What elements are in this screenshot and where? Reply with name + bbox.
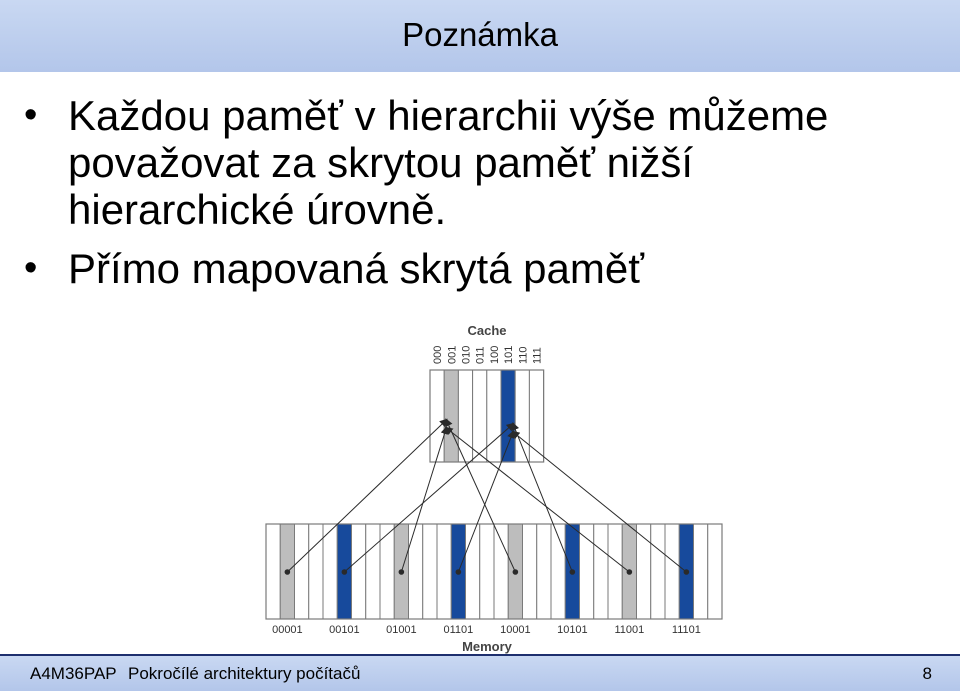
slide-title: Poznámka <box>402 16 558 53</box>
cache-index-label: 101 <box>503 345 516 364</box>
cache-index-label: 011 <box>474 346 487 364</box>
cache-block <box>430 370 444 462</box>
cache-block <box>458 370 472 462</box>
cache-index-label: 001 <box>446 345 459 364</box>
cache-index-label: 000 <box>432 345 445 364</box>
mapping-arrow-origin <box>456 569 462 575</box>
cache-index-label: 010 <box>460 345 473 364</box>
mapping-arrow-origin <box>513 569 519 575</box>
bullet-text: Přímo mapovaná skrytá paměť <box>68 245 644 292</box>
footer-course-code: A4M36PAP <box>30 664 117 683</box>
memory-block <box>637 524 651 619</box>
memory-block <box>266 524 280 619</box>
memory-block <box>523 524 537 619</box>
memory-block <box>323 524 337 619</box>
page-number: 8 <box>922 664 932 683</box>
memory-block <box>437 524 451 619</box>
bullet-dot-icon: • <box>24 247 38 289</box>
cache-index-labels <box>432 346 543 364</box>
memory-address-label: 11101 <box>671 624 701 636</box>
cache-label: Cache <box>467 323 507 338</box>
mapping-arrow-origin <box>627 569 633 575</box>
footer-subject: Pokročílé architektury počítačů <box>128 664 361 683</box>
mapping-arrow-origin <box>570 569 576 575</box>
memory-address-label: 11001 <box>614 624 645 636</box>
memory-block <box>295 524 309 619</box>
footer-bar <box>0 654 960 691</box>
memory-address-label: 10001 <box>500 624 531 636</box>
bullet-text: Každou paměť v hierarchii výše můžeme považovat za skrytou paměť nižší hierarchické úrovně. <box>68 92 829 233</box>
memory-block <box>480 524 494 619</box>
cache-index-label: 110 <box>517 346 530 364</box>
memory-address-label: 01101 <box>443 624 474 636</box>
memory-block <box>608 524 622 619</box>
memory-label: Memory <box>462 639 512 654</box>
memory-block <box>694 524 708 619</box>
memory-block <box>494 524 508 619</box>
memory-block <box>352 524 366 619</box>
memory-address-label: 00101 <box>329 624 360 636</box>
cache-block <box>487 370 501 462</box>
memory-block <box>665 524 679 619</box>
cache-block <box>444 370 458 462</box>
mapping-arrow-origin <box>342 569 348 575</box>
memory-block <box>423 524 437 619</box>
memory-address-label: 00001 <box>272 624 303 636</box>
memory-block <box>366 524 380 619</box>
cache-index-label: 100 <box>488 345 501 364</box>
memory-block <box>651 524 665 619</box>
memory-block <box>409 524 423 619</box>
memory-address-label: 01001 <box>386 624 417 636</box>
bullet-dot-icon: • <box>24 94 38 136</box>
memory-block <box>466 524 480 619</box>
cache-index-label: 111 <box>531 347 544 364</box>
mapping-arrow-origin <box>684 569 690 575</box>
mapping-arrow-origin <box>399 569 405 575</box>
mapping-arrow-origin <box>285 569 291 575</box>
memory-block <box>551 524 565 619</box>
memory-address-label: 10101 <box>557 624 588 636</box>
memory-address-labels <box>272 624 701 636</box>
memory-block <box>708 524 722 619</box>
memory-block <box>594 524 608 619</box>
cache-block <box>529 370 543 462</box>
cache-blocks <box>430 370 544 462</box>
cache-block <box>501 370 515 462</box>
cache-block <box>473 370 487 462</box>
memory-block <box>537 524 551 619</box>
memory-blocks <box>266 524 722 619</box>
memory-block <box>309 524 323 619</box>
